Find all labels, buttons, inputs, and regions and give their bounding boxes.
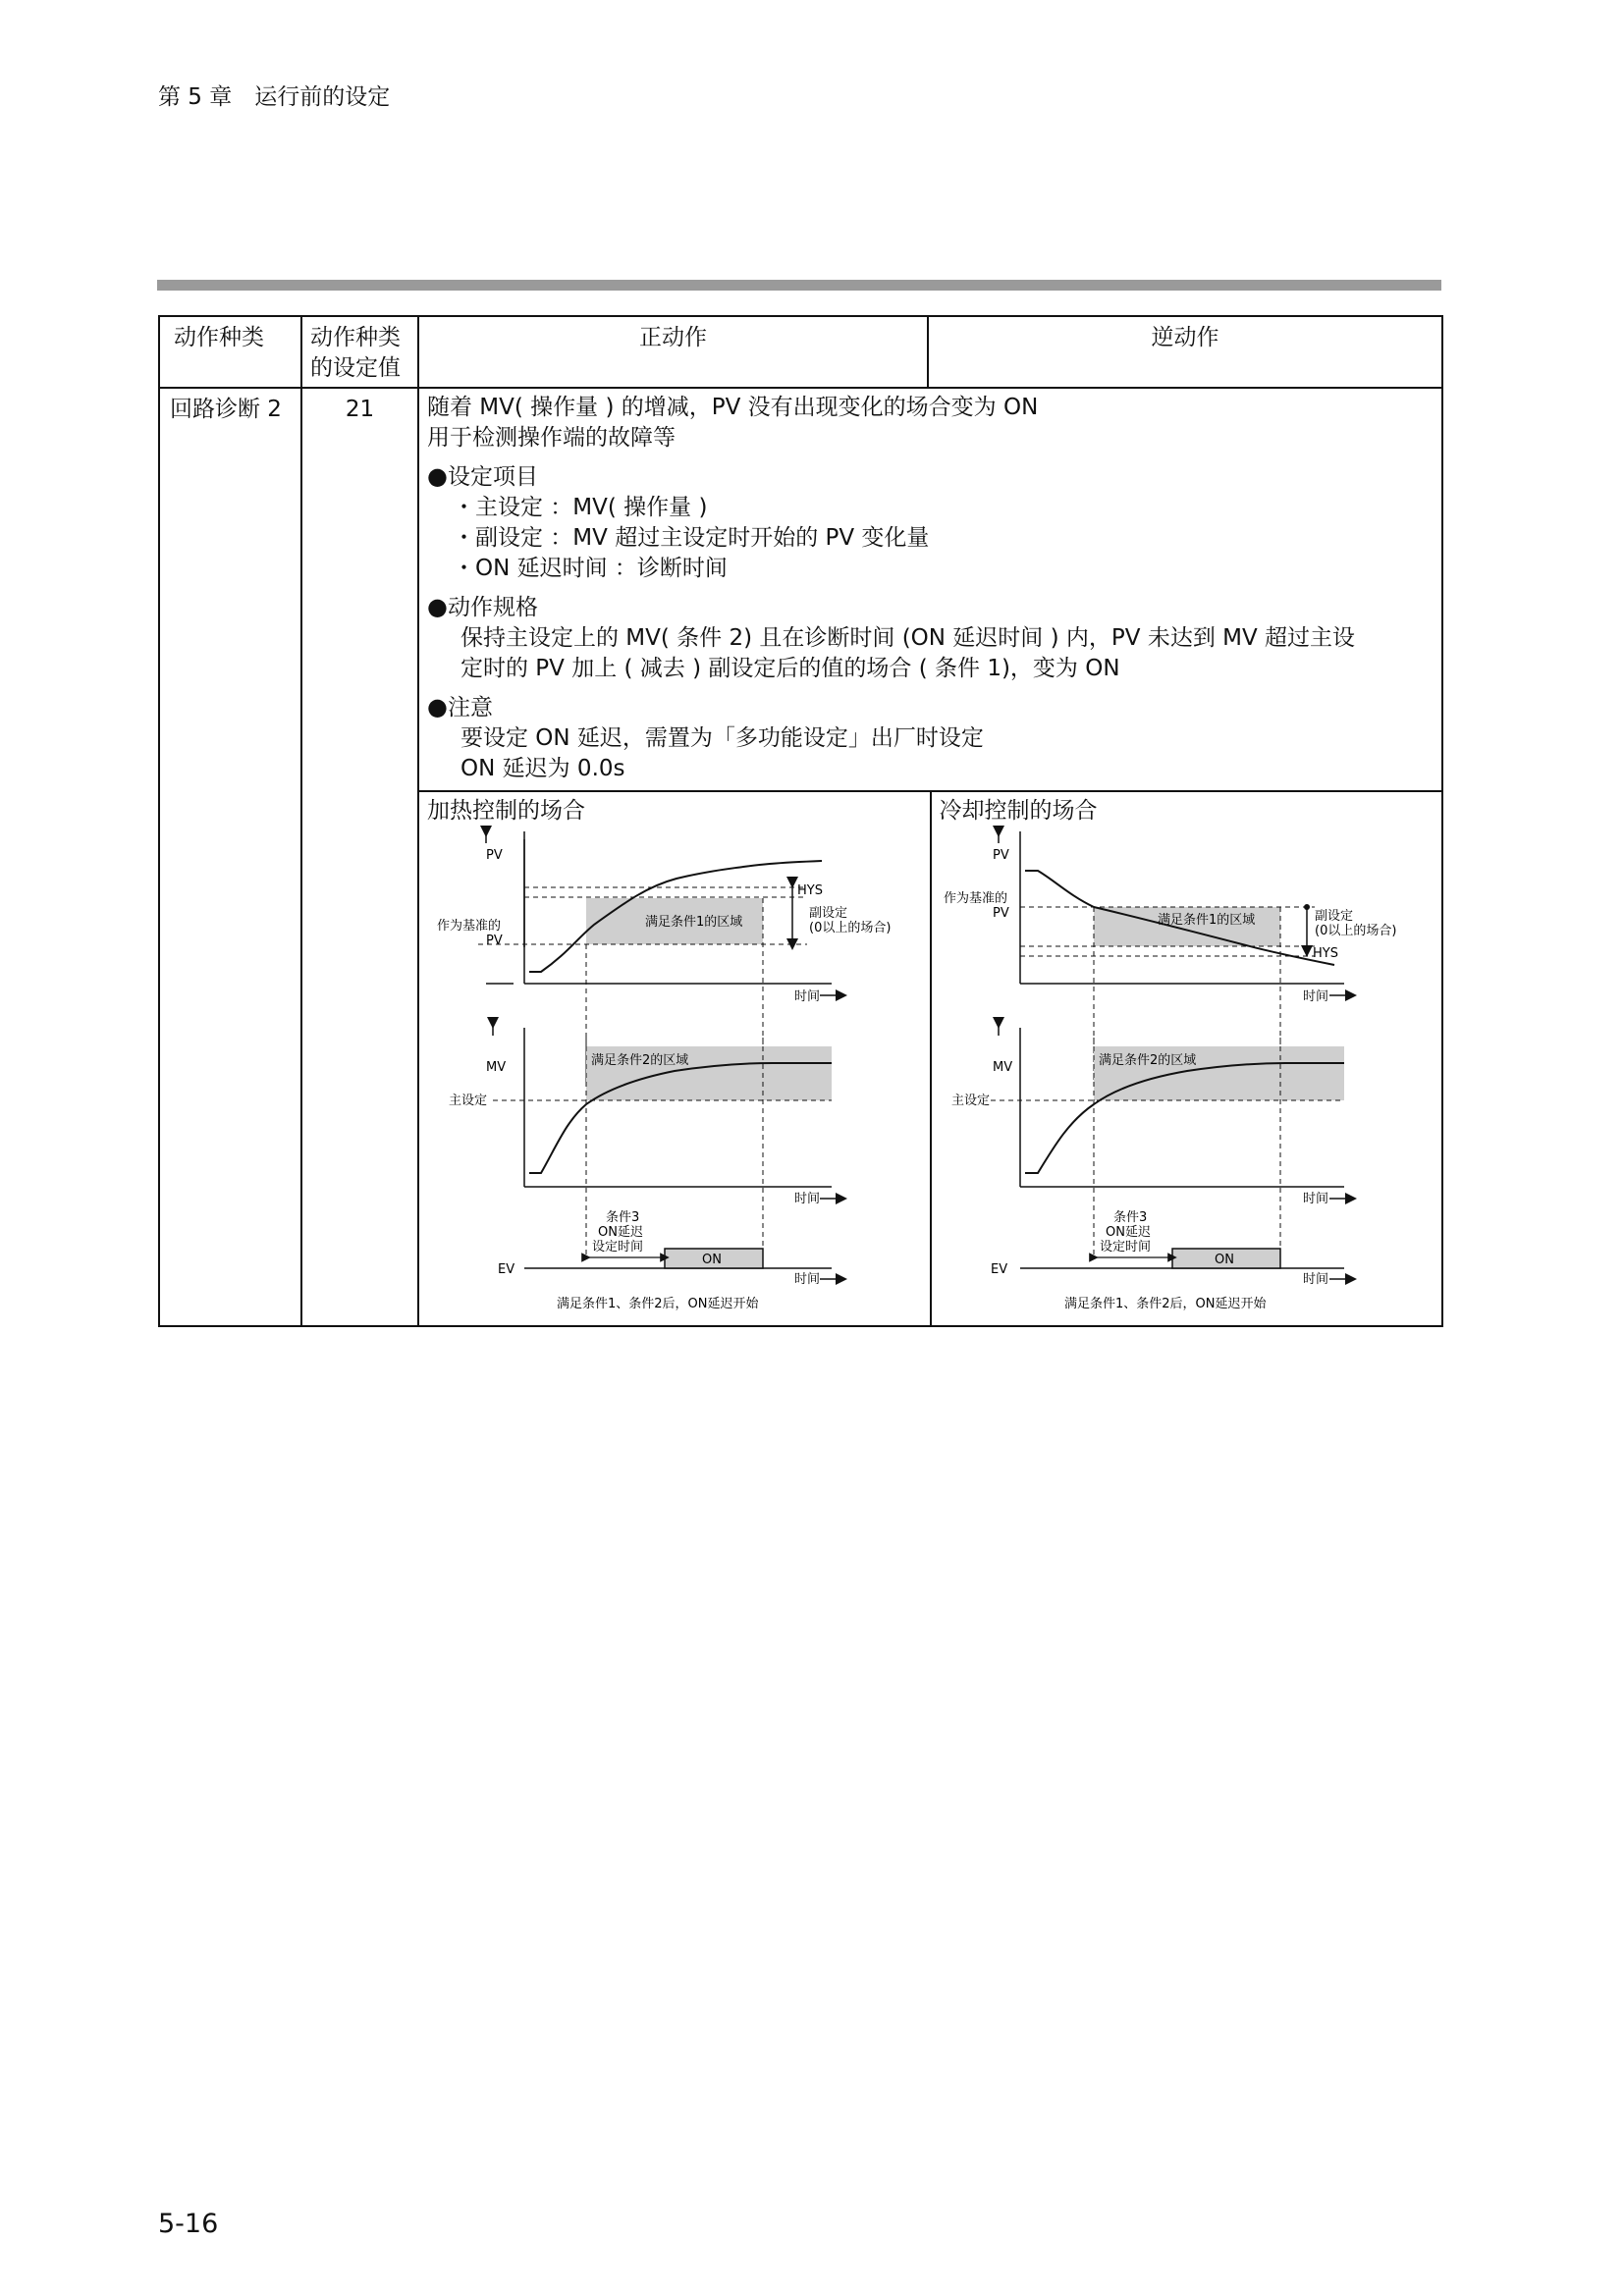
cooling-title: 冷却控制的场合 xyxy=(939,798,1098,824)
bullet-dot-icon: ● xyxy=(427,693,448,721)
spec-line-2: 定时的 PV 加上 ( 减去 ) 副设定后的值的场合 ( 条件 1)，变为 ON xyxy=(460,656,1120,681)
label-sub-set-note: (0以上的场合) xyxy=(809,921,892,935)
cooling-chart xyxy=(932,792,1446,1325)
label-time-2: 时间 xyxy=(1302,1192,1328,1206)
label-on: ON xyxy=(1214,1253,1234,1267)
label-on-delay: ON延迟 xyxy=(598,1225,643,1240)
col-header-value xyxy=(301,316,418,388)
diagram-cell xyxy=(418,791,1442,1326)
label-on-delay: ON延迟 xyxy=(1105,1225,1151,1240)
label-ref-pv-1: 作为基准的 xyxy=(437,919,502,934)
spec-section xyxy=(427,592,1434,684)
label-zone2: 满足条件2的区域 xyxy=(591,1053,689,1068)
label-ev: EV xyxy=(498,1262,515,1277)
label-main-set: 主设定 xyxy=(950,1094,990,1108)
heating-chart xyxy=(419,792,929,1325)
bullet-dot-icon: ● xyxy=(427,593,448,620)
spec-line-1: 保持主设定上的 MV( 条件 2) 且在诊断时间 (ON 延迟时间 ) 内，PV 未达到 MV 超过主设 xyxy=(460,625,1356,651)
spec-table xyxy=(158,315,1443,1327)
label-pv: PV xyxy=(486,848,503,863)
label-ev: EV xyxy=(990,1262,1007,1277)
label-time-3: 时间 xyxy=(1302,1272,1328,1287)
table-header-row xyxy=(159,316,1442,388)
col-header-value-line1: 动作种类 xyxy=(310,325,401,350)
settings-title: 设定项目 xyxy=(447,464,538,490)
chapter-header: 第 5 章 运行前的设定 xyxy=(158,84,391,110)
cooling-caption: 满足条件1、条件2后，ON延迟开始 xyxy=(1063,1297,1266,1311)
label-sub-set: 副设定 xyxy=(809,906,848,921)
page-number: 5-16 xyxy=(158,2209,219,2239)
header-rule xyxy=(157,280,1441,291)
label-ref-pv-2: PV xyxy=(992,906,1009,921)
heating-diagram xyxy=(419,792,930,1325)
col-header-direct: 正动作 xyxy=(418,316,928,388)
desc-line-2: 用于检测操作端的故障等 xyxy=(427,425,676,451)
label-main-set: 主设定 xyxy=(449,1094,488,1108)
label-time: 时间 xyxy=(1302,989,1328,1004)
label-cond3: 条件3 xyxy=(606,1210,640,1225)
cell-value: 21 xyxy=(301,388,418,1326)
label-hys: HYS xyxy=(1312,946,1338,961)
cooling-diagram xyxy=(930,792,1442,1325)
label-zone1: 满足条件1的区域 xyxy=(645,915,743,930)
label-sub-set: 副设定 xyxy=(1314,909,1353,924)
note-title: 注意 xyxy=(447,695,493,721)
label-time-2: 时间 xyxy=(794,1192,821,1206)
col-header-value-line2: 的设定值 xyxy=(310,355,401,381)
note-line-2: ON 延迟为 0.0s xyxy=(460,756,625,781)
label-cond3: 条件3 xyxy=(1112,1210,1147,1225)
label-set-time: 设定时间 xyxy=(592,1240,644,1255)
label-pv: PV xyxy=(992,848,1009,863)
settings-item: ・副设定 ：MV 超过主设定时开始的 PV 变化量 xyxy=(453,525,930,551)
settings-section xyxy=(427,461,1434,584)
table-row xyxy=(159,388,1442,791)
label-on: ON xyxy=(702,1253,722,1267)
settings-item: ・ON 延迟时间 ：诊断时间 xyxy=(453,556,728,581)
label-time: 时间 xyxy=(794,989,821,1004)
label-zone2: 满足条件2的区域 xyxy=(1098,1053,1196,1068)
spec-title: 动作规格 xyxy=(447,595,538,620)
label-mv: MV xyxy=(486,1060,507,1075)
cell-type: 回路诊断 2 xyxy=(159,388,301,1326)
label-zone1: 满足条件1的区域 xyxy=(1157,913,1255,928)
heating-title: 加热控制的场合 xyxy=(427,798,585,824)
settings-item: ・主设定 ：MV( 操作量 ) xyxy=(453,495,708,520)
heating-caption: 满足条件1、条件2后，ON延迟开始 xyxy=(557,1297,759,1311)
label-mv: MV xyxy=(992,1060,1012,1075)
col-header-type: 动作种类 xyxy=(159,316,301,388)
desc-line-1: 随着 MV( 操作量 ) 的增减，PV 没有出现变化的场合变为 ON xyxy=(427,395,1039,420)
col-header-reverse: 逆动作 xyxy=(928,316,1442,388)
label-ref-pv-2: PV xyxy=(486,934,503,948)
label-hys: HYS xyxy=(797,883,823,898)
note-section xyxy=(427,692,1434,784)
label-sub-set-note: (0以上的场合) xyxy=(1314,924,1396,938)
label-time-3: 时间 xyxy=(794,1272,821,1287)
label-set-time: 设定时间 xyxy=(1099,1240,1151,1255)
label-ref-pv-1: 作为基准的 xyxy=(943,891,1007,906)
note-line-1: 要设定 ON 延迟，需置为「多功能设定」出厂时设定 xyxy=(460,725,984,751)
bullet-dot-icon: ● xyxy=(427,462,448,490)
cell-description xyxy=(418,388,1442,791)
